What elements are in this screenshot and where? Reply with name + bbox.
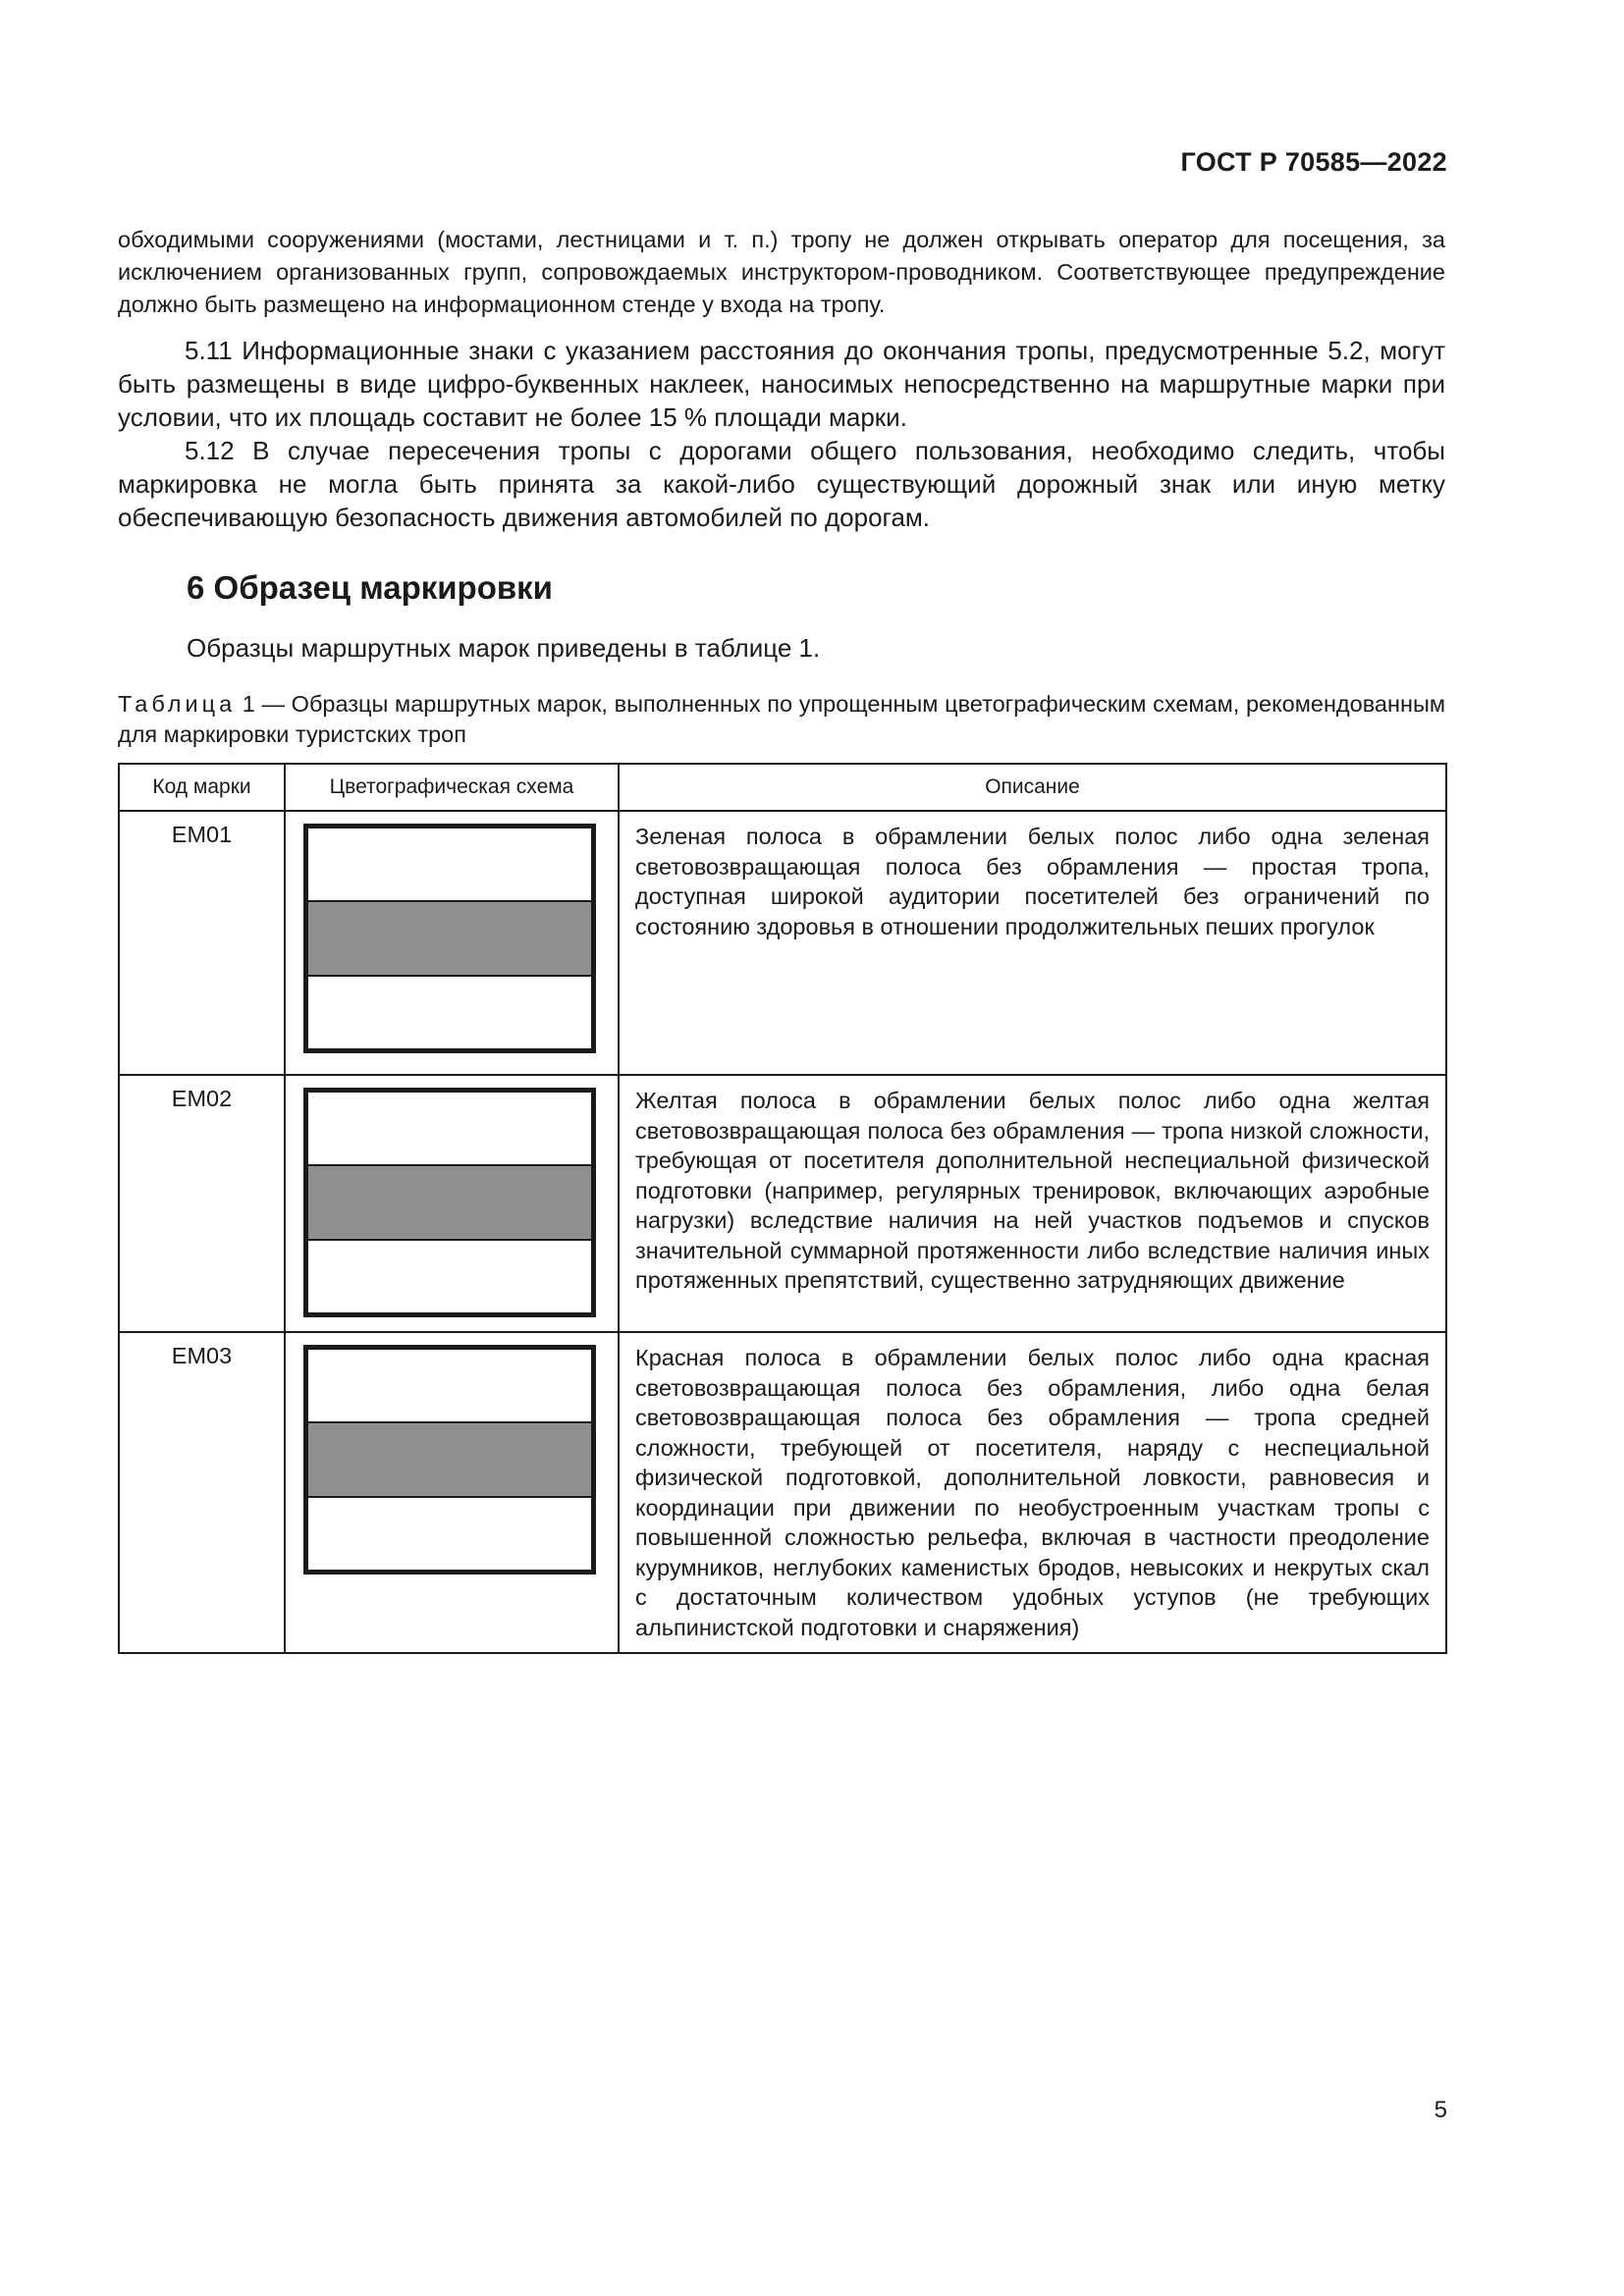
- paragraph-text: обходимыми сооружениями (мостами, лестницами и т. п.) тропу не должен открывать оператор для посещения, за исключением организованных групп, сопровождаемых инструктором-проводником. Соответствующее предупреждение должно быть размещено на информационном стенде у входа на тропу.: [118, 227, 1445, 317]
- color-band: [307, 901, 592, 975]
- header-code: Код марки: [119, 764, 285, 811]
- table-row: [119, 811, 1446, 1075]
- continuation-paragraph: [118, 224, 1445, 321]
- page-number: 5: [1434, 2097, 1447, 2123]
- table-caption: [118, 689, 1445, 750]
- mark-code: ЕМ03: [119, 1332, 285, 1653]
- mark-description: Красная полоса в обрамлении белых полос либо одна красная световозвращающая полоса без обрамления, либо одна белая световозвращающая полоса без обрамления — тропа средней сложности, требующей от посетителя, наряду с неспециальной физической подготовкой, дополнительной ловкости, равновесия и координации при движении по необустроенным участкам тропы с повышенной сложностью рельефа, включая в частности преодоление курумников, неглубоких каменистых бродов, невысоких и некрутых скал с достаточным количеством удобных уступов (не требующих альпинистской подготовки и снаряжения): [619, 1332, 1446, 1653]
- white-band-bottom: [307, 1497, 592, 1571]
- trail-mark-graphic: [303, 824, 596, 1053]
- clause-5-11: 5.11 Информационные знаки с указанием расстояния до окончания тропы, предусмотренные 5.2, могут быть размещены в виде цифро-буквенных наклеек, наносимых непосредственно на маршрутные марки при условии, что их площадь составит не более 15 % площади марки.: [118, 336, 1445, 432]
- mark-code: ЕМ02: [119, 1075, 285, 1332]
- marks-table: [118, 763, 1447, 1654]
- caption-text: 1 — Образцы маршрутных марок, выполненных по упрощенным цветографическим схемам, рекомендованным для маркировки туристских троп: [118, 691, 1445, 747]
- caption-label: Таблица: [118, 691, 237, 717]
- color-band: [307, 1422, 592, 1496]
- header-scheme: Цветографическая схема: [285, 764, 619, 811]
- table-header-row: [119, 764, 1446, 811]
- color-scheme-cell: [285, 811, 619, 1075]
- color-scheme-cell: [285, 1332, 619, 1653]
- mark-code: ЕМ01: [119, 811, 285, 1075]
- trail-mark-graphic: [303, 1345, 596, 1575]
- table-row: [119, 1332, 1446, 1653]
- color-band: [307, 1165, 592, 1239]
- color-scheme-cell: [285, 1075, 619, 1332]
- mark-description: Зеленая полоса в обрамлении белых полос либо одна зеленая световозвращающая полоса без обрамления — простая тропа, доступная широкой аудитории посетителей без ограничений по состоянию здоровья в отношении продолжительных пеших прогулок: [619, 811, 1446, 1075]
- trail-mark-graphic: [303, 1088, 596, 1317]
- white-band-top: [307, 1349, 592, 1422]
- white-band-bottom: [307, 1240, 592, 1313]
- mark-description: Желтая полоса в обрамлении белых полос либо одна желтая световозвращающая полоса без обрамления — тропа низкой сложности, требующая от посетителя дополнительной неспециальной физической подготовки (например, регулярных тренировок, включающих аэробные нагрузки) вследствие наличия на ней участков подъемов и спусков значительной суммарной протяженности либо вследствие наличия иных протяженных препятствий, существенно затрудняющих движение: [619, 1075, 1446, 1332]
- clauses-block: [118, 334, 1445, 534]
- clause-5-12: 5.12 В случае пересечения тропы с дорогами общего пользования, необходимо следить, чтобы маркировка не могла быть принята за какой-либо существующий дорожный знак или иную метку обеспечивающую безопасность движения автомобилей по дорогам.: [118, 436, 1445, 532]
- white-band-top: [307, 828, 592, 901]
- white-band-top: [307, 1092, 592, 1165]
- section-lead: Образцы маршрутных марок приведены в таблице 1.: [187, 633, 821, 663]
- white-band-bottom: [307, 976, 592, 1049]
- table-row: [119, 1075, 1446, 1332]
- header-description: Описание: [619, 764, 1446, 811]
- section-title: 6 Образец маркировки: [187, 569, 553, 606]
- document-code: ГОСТ Р 70585—2022: [1180, 147, 1447, 177]
